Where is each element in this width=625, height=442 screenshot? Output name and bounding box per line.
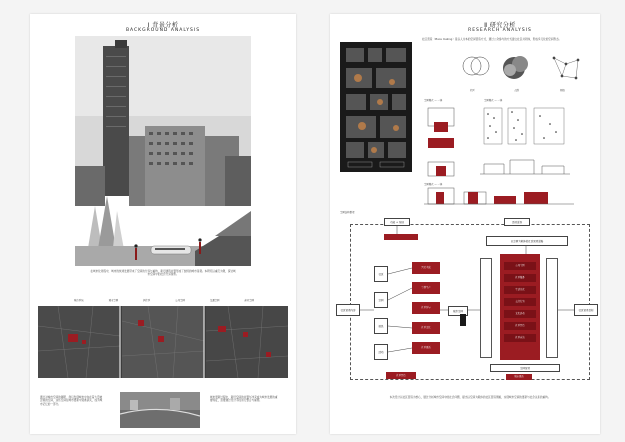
section-label: 空间模式 — 一体: [484, 99, 503, 102]
flow-top-center: 以空间为载体的社区营造策略: [486, 236, 568, 246]
flow-bottom-center: 空间营造: [490, 364, 560, 372]
flow-left-node: 社区: [374, 266, 388, 282]
left-subtitle: BACKGROUND ANALYSIS: [125, 28, 201, 33]
flow-red-left-node: 营造手段: [412, 262, 440, 274]
bottom-right-text: 城市更新过程中，新旧空间的并置与冲突成为城市发展的重要特征，需要通过设计手段进行整合与重塑。: [210, 396, 278, 403]
flow-left-node: 空间: [374, 292, 388, 308]
spatial-mode-diagrams-2: [424, 186, 594, 208]
venn-diagrams: [454, 50, 594, 90]
flow-red-left-node: 社区文化: [412, 322, 440, 334]
left-panel: [30, 14, 296, 434]
venn-label: 社区: [470, 89, 475, 92]
flow-red-right-node: 文化活动: [504, 310, 536, 318]
city-photo-collage: [75, 36, 251, 266]
map-label: 城市空间: [108, 299, 119, 302]
flow-left-node: 居民: [374, 318, 388, 334]
flow-red-right-node: 社区营造: [504, 322, 536, 330]
right-title: Ⅱ 研究分析: [484, 22, 516, 29]
flow-red-right-node: 生活方式: [504, 286, 536, 294]
map-label: 公共空间: [175, 299, 185, 302]
flow-mid-label: 城市空间: [448, 306, 468, 316]
flow-top-right-box: 活动策划: [504, 218, 530, 226]
map-label: 城市区域: [74, 299, 84, 302]
right-intro-text: 社区营造（Place making）是以人为本的空间营造方式，通过公众参与的方式建立社区共同体，形成多元化的空间形态。: [422, 38, 562, 41]
flow-right-label: 社区营造目标: [574, 304, 598, 316]
flow-red-right-node: 交往行为: [504, 298, 536, 306]
right-subtitle: RESEARCH ANALYSIS: [468, 28, 532, 33]
map-label: 商业空间: [244, 299, 254, 302]
venn-label: 人群: [514, 89, 519, 92]
diagram-title: 空间结构框架: [340, 211, 355, 214]
flow-bottom-box: 社区营造: [386, 372, 416, 379]
left-title: Ⅰ 背景分析: [147, 22, 179, 29]
right-bottom-text: 本次设计以社区营造为核心，通过分析城市空间中的社会问题，提出以空间为载体的社区营造策略，实现城市空间的更新与社会关系的重构。: [389, 396, 551, 399]
flow-mid-small: 城市更新: [506, 374, 532, 380]
flow-red-left-node: 空间生产: [412, 282, 440, 294]
flow-red-right-node: 公共空间: [504, 262, 536, 270]
map-legend: [74, 298, 254, 302]
flow-top-box: 功能 + 地域: [384, 218, 410, 226]
flow-connectors: [330, 214, 600, 384]
flow-left-label: 社区营造内容: [336, 304, 360, 316]
satellite-map-strip: [38, 306, 288, 378]
flow-red-left-node: 社区更新: [412, 342, 440, 354]
map-label: 交通空间: [209, 299, 220, 302]
flow-red-right-node: 社区自治: [504, 334, 536, 342]
flow-red-left-node: 社区参与: [412, 302, 440, 314]
right-panel: [330, 14, 600, 434]
section-label: 空间模式 — 一体: [424, 99, 443, 102]
section-label: 空间模式 — 一体: [424, 183, 443, 186]
bottom-left-text: 通过对城市空间的调研，我们发现城市中存在着大量被忽视的空间，这些空间在城市更新中逐渐消失，成为城市记忆的一部分。: [40, 396, 103, 406]
flow-left-node: 活动: [374, 344, 388, 360]
dark-poster-image: [340, 42, 412, 172]
map-label: 居住区: [143, 299, 151, 302]
aerial-photo: [120, 392, 200, 428]
left-intro-text: 在城市化进程中，城市的快速发展带来了空间的分异与重构，新旧建筑并置形成了独特的城市景观。本研究以重庆为例，探讨城市空间中的社会分异现象。: [90, 270, 236, 277]
flow-red-right-node: 社区服务: [504, 274, 536, 282]
venn-label: 网络: [560, 89, 565, 92]
